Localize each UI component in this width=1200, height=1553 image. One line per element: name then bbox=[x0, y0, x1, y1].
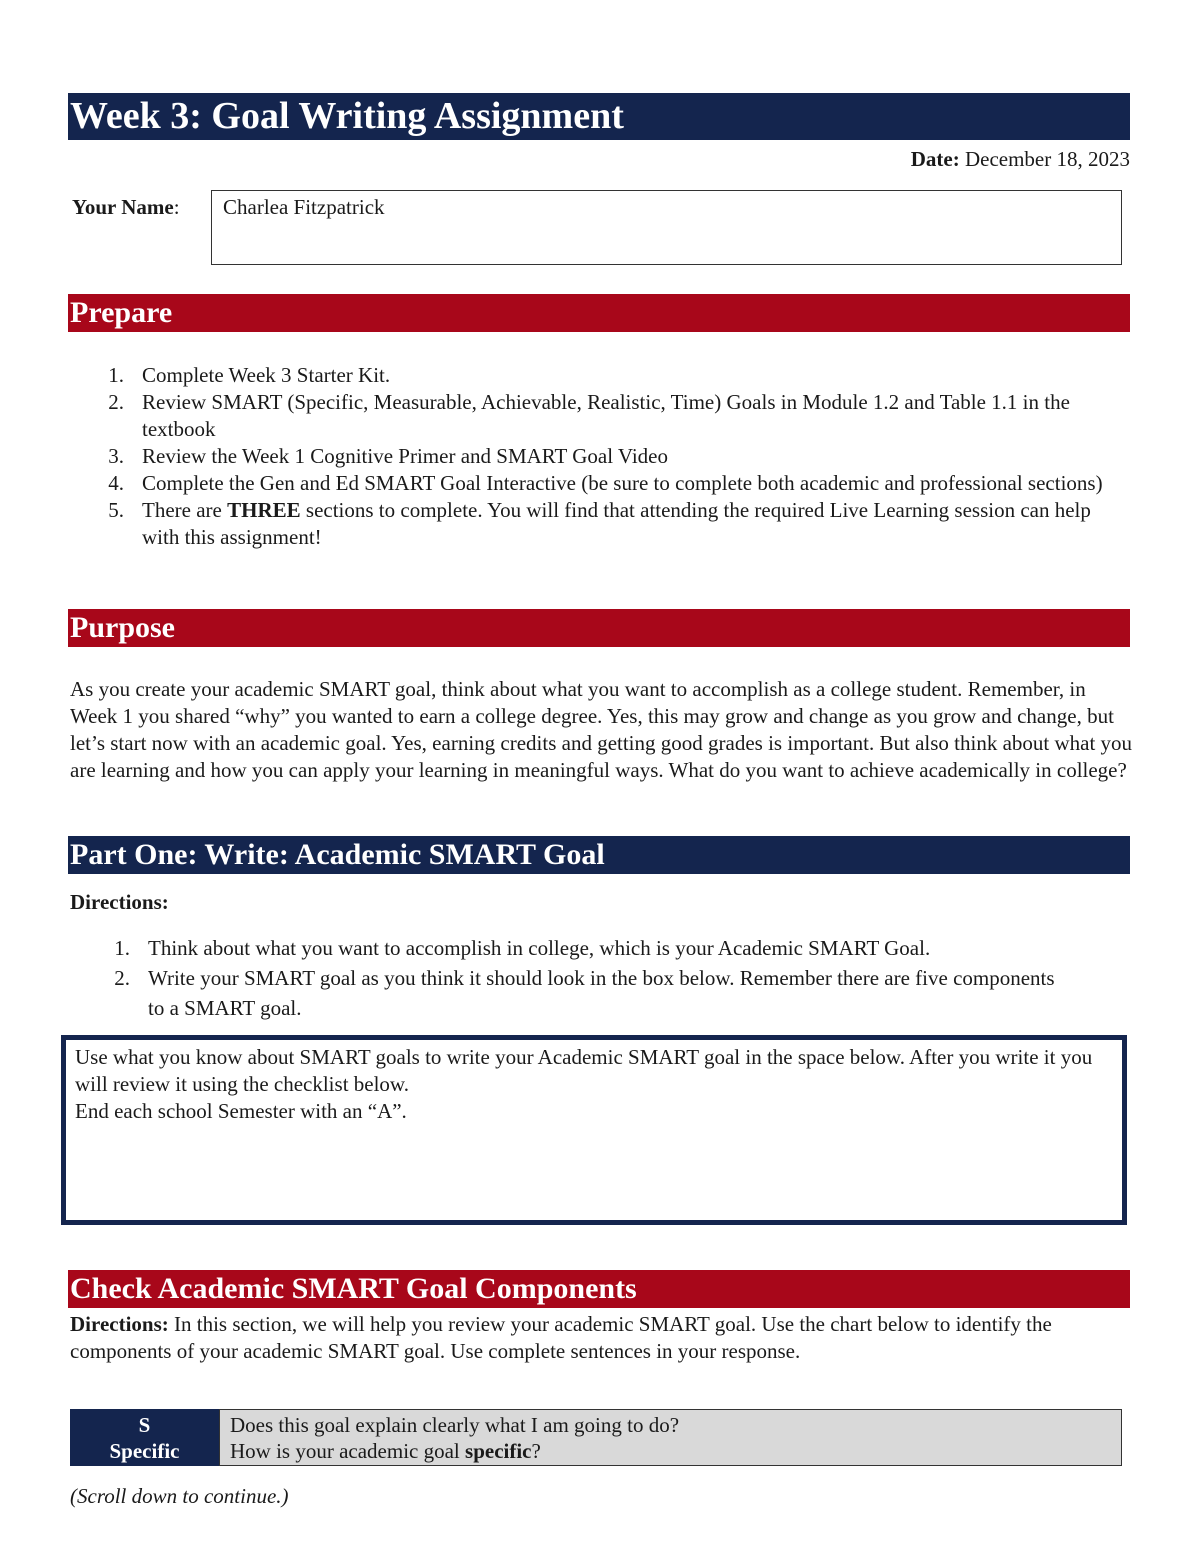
directions-label: Directions: bbox=[70, 890, 169, 914]
check-heading: Check Academic SMART Goal Components bbox=[68, 1270, 1130, 1308]
smart-letter-cell: S Specific bbox=[70, 1409, 219, 1466]
list-item: 1. Think about what you want to accomplish in college, which is your Academic SMART Goal. bbox=[114, 936, 931, 960]
page-title: Week 3: Goal Writing Assignment bbox=[68, 93, 1130, 140]
goal-instruction: Use what you know about SMART goals to write your Academic SMART goal in the space below. After you write it you will review it using the checklist below. bbox=[75, 1045, 1093, 1096]
smart-question-cell[interactable]: Does this goal explain clearly what I am going to do? How is your academic goal specific? bbox=[219, 1409, 1122, 1466]
list-item: 2. Write your SMART goal as you think it should look in the box below. Remember there are five components to a SMART goal. bbox=[114, 966, 1055, 1020]
part-one-list bbox=[76, 933, 1076, 1023]
check-directions: Directions: In this section, we will help you review your academic SMART goal. Use the chart below to identify the components of your academic SMART goal. Use complete sentences in your response. bbox=[70, 1312, 1052, 1363]
smart-table-row-specific bbox=[70, 1409, 1122, 1466]
list-item: 2. Review SMART (Specific, Measurable, Achievable, Realistic, Time) Goals in Module 1.2 and Table 1.1 in the textbook bbox=[108, 390, 1070, 441]
date-value: December 18, 2023 bbox=[964, 147, 1130, 171]
list-item: 5. There are THREE sections to complete. You will find that attending the required Live Learning session can help with this assignment! bbox=[108, 498, 1091, 549]
purpose-heading: Purpose bbox=[68, 609, 1130, 647]
academic-goal-box[interactable] bbox=[61, 1035, 1127, 1225]
list-item: 1. Complete Week 3 Starter Kit. bbox=[108, 363, 391, 387]
date-label: Date: bbox=[910, 147, 960, 171]
prepare-heading: Prepare bbox=[68, 294, 1130, 332]
name-label: Your Name: bbox=[72, 195, 180, 219]
part-one-heading: Part One: Write: Academic SMART Goal bbox=[68, 836, 1130, 874]
date-line bbox=[911, 146, 1130, 173]
list-item: 4. Complete the Gen and Ed SMART Goal Interactive (be sure to complete both academic and professional sections) bbox=[108, 471, 1103, 495]
name-input[interactable]: Charlea Fitzpatrick bbox=[211, 190, 1122, 265]
purpose-text: As you create your academic SMART goal, think about what you want to accomplish as a college student. Remember, in Week 1 you shared “why” you wanted to earn a college degree. Yes, this may grow and change as you grow and change, but let’s start now with an academic goal. Yes, earning credits and getting good grades is important. But also think about what you are learning and how you can apply your learning in meaningful ways. What do you want to achieve academically in college? bbox=[70, 677, 1133, 782]
list-item: 3. Review the Week 1 Cognitive Primer and SMART Goal Video bbox=[108, 444, 668, 468]
scroll-note: (Scroll down to continue.) bbox=[70, 1484, 289, 1508]
prepare-list bbox=[70, 362, 1132, 551]
goal-answer: End each school Semester with an “A”. bbox=[75, 1099, 407, 1123]
